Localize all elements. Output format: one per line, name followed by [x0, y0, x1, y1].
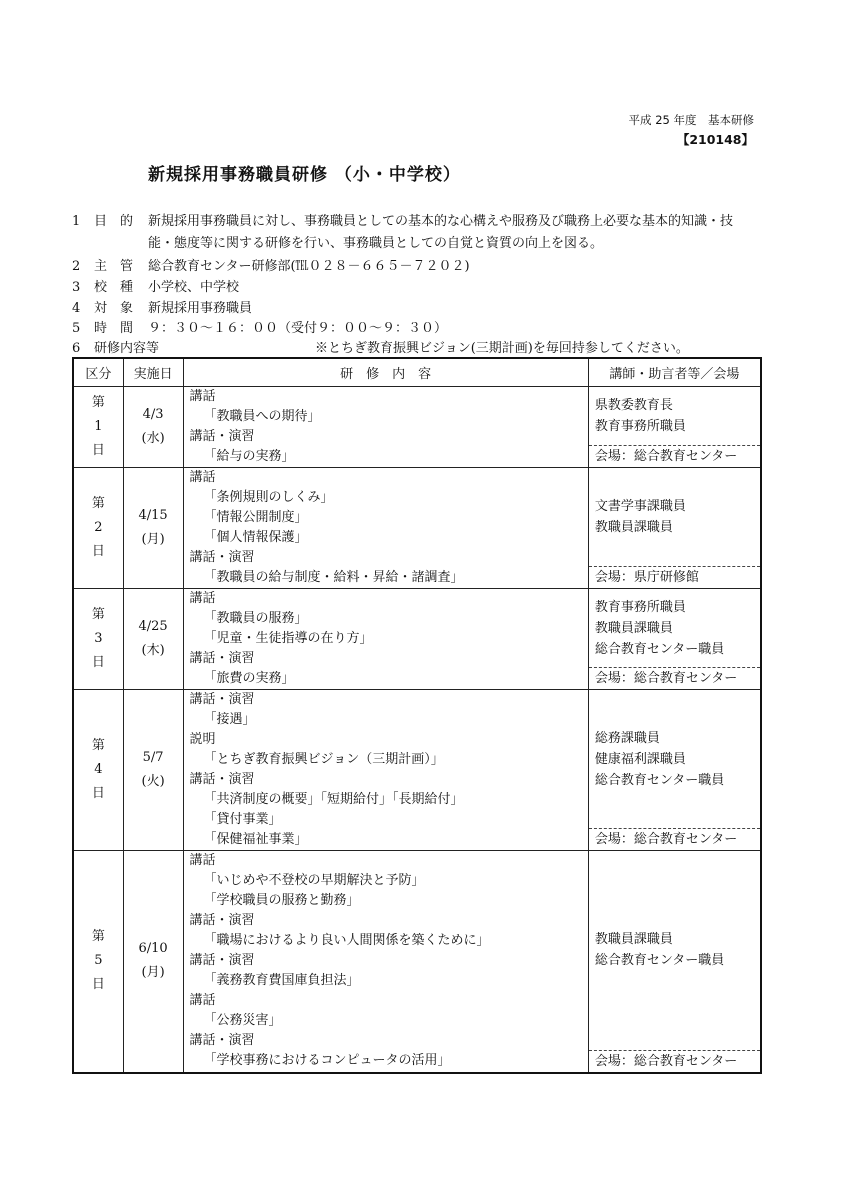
page-title: 新規採用事務職員研修 （小・中学校） — [148, 165, 461, 185]
bring-vision-note: ※とちぎ教育振興ビジョン(三期計画)を毎回持参してください。 — [315, 341, 689, 356]
content-topic: 「個人情報保護」 — [203, 530, 308, 545]
content-format: 講話・演習 — [189, 550, 255, 565]
info-text: 新規採用事務職員に対し、事務職員としての基本的な心構えや服務及び職務上必要な基本的知識・技 — [148, 214, 734, 229]
instructor-name: 総合教育センター職員 — [594, 953, 725, 969]
session-date-cell — [123, 589, 183, 690]
instructor-name: 教職員課職員 — [594, 520, 673, 535]
session-day-char: 第 — [91, 395, 105, 410]
content-format: 講話 — [189, 853, 216, 868]
instructor-name: 健康福利課職員 — [594, 751, 686, 767]
content-topic: 「児童・生徒指導の在り方」 — [203, 631, 373, 646]
info-label: 対 象 — [94, 301, 134, 316]
session-instructor-cell — [588, 690, 761, 851]
table-row — [73, 468, 761, 589]
info-time — [72, 319, 447, 339]
info-text: 新規採用事務職員 — [148, 301, 253, 316]
content-format: 説明 — [189, 732, 216, 747]
content-topic: 「教職員への期待」 — [203, 409, 321, 424]
content-topic: 「教職員の給与制度・給料・昇給・諸調査」 — [203, 570, 464, 585]
session-date: 4/25 — [138, 619, 168, 634]
session-day-char: 3 — [94, 631, 103, 646]
schedule-table — [72, 357, 762, 1074]
fiscal-year-label: 平成 25 年度 基本研修 — [628, 113, 754, 127]
content-format: 講話 — [189, 591, 216, 606]
content-topic: 「とちぎ教育振興ビジョン（三期計画）」 — [203, 752, 444, 767]
header-day: 区分 — [73, 358, 123, 387]
session-date: 5/7 — [142, 750, 164, 765]
content-topic: 「接遇」 — [203, 712, 256, 727]
content-topic: 「旅費の実務」 — [203, 671, 295, 686]
info-number: 6 — [72, 341, 81, 356]
content-topic: 「学校職員の服務と勤務」 — [203, 893, 360, 908]
session-content-cell — [183, 468, 588, 589]
session-date-cell — [123, 690, 183, 851]
content-format: 講話・演習 — [189, 651, 255, 666]
venue-label: 会場：総合教育センター — [589, 667, 760, 689]
info-organizer — [72, 257, 470, 277]
session-content-cell — [183, 690, 588, 851]
info-number: 3 — [72, 280, 81, 295]
info-number: 4 — [72, 301, 81, 316]
instructor-name: 文書学事課職員 — [594, 499, 686, 514]
session-day-char: 日 — [91, 655, 105, 670]
table-row — [73, 589, 761, 690]
instructor-name: 総務課職員 — [594, 730, 660, 746]
session-instructor-cell — [588, 468, 761, 589]
session-weekday: (木) — [141, 643, 165, 658]
info-number: 1 — [72, 214, 81, 229]
content-topic: 「条例規則のしくみ」 — [203, 490, 334, 505]
instructor-name: 教育事務所職員 — [594, 599, 686, 615]
info-text: 小学校、中学校 — [148, 280, 240, 295]
info-label: 主 管 — [94, 259, 134, 274]
session-day-char: 日 — [91, 443, 105, 458]
content-topic: 「貸付事業」 — [203, 812, 282, 827]
session-day-char: 第 — [91, 607, 105, 622]
session-date: 4/15 — [138, 508, 168, 523]
instructor-name: 総合教育センター職員 — [594, 772, 725, 788]
session-weekday: (月) — [141, 532, 165, 547]
session-day-char: 4 — [94, 762, 103, 777]
session-date-cell — [123, 387, 183, 468]
content-format: 講話 — [189, 470, 216, 485]
instructor-name: 教育事務所職員 — [594, 419, 686, 434]
content-topic: 「義務教育費国庫負担法」 — [203, 973, 360, 988]
venue-label: 会場：総合教育センター — [589, 445, 760, 467]
content-format: 講話・演習 — [189, 429, 255, 444]
info-text: ９：３０～１６：００（受付９：００～９：３０） — [148, 321, 448, 336]
content-format: 講話・演習 — [189, 1033, 255, 1048]
session-instructor-cell — [588, 589, 761, 690]
info-purpose — [72, 212, 733, 232]
content-topic: 「給与の実務」 — [203, 449, 295, 464]
info-content-heading — [72, 339, 159, 359]
table-header-row — [73, 358, 761, 387]
info-label: 校 種 — [94, 280, 134, 295]
session-content-cell — [183, 387, 588, 468]
content-topic: 「保健福祉事業」 — [203, 832, 308, 847]
session-day-char: 日 — [91, 544, 105, 559]
session-day-cell — [73, 589, 123, 690]
session-weekday: (月) — [141, 965, 165, 981]
table-row — [73, 851, 761, 1073]
session-day-cell — [73, 851, 123, 1073]
content-format: 講話・演習 — [189, 772, 255, 787]
content-format: 講話 — [189, 389, 216, 404]
content-topic: 「共済制度の概要」「短期給付」「長期給付」 — [203, 792, 464, 807]
session-date: 4/3 — [142, 407, 164, 422]
info-label: 研修内容等 — [94, 341, 160, 356]
session-date-cell — [123, 851, 183, 1073]
content-format: 講話・演習 — [189, 913, 255, 928]
venue-label: 会場：総合教育センター — [589, 1050, 760, 1072]
content-topic: 「職場におけるより良い人間関係を築くために」 — [203, 933, 490, 948]
session-day-char: 2 — [94, 520, 103, 535]
session-instructor-cell — [588, 387, 761, 468]
session-date: 6/10 — [138, 941, 168, 957]
info-label: 目 的 — [94, 214, 134, 229]
session-day-char: 1 — [94, 419, 103, 434]
instructor-name: 教職員課職員 — [594, 620, 673, 636]
table-row — [73, 387, 761, 468]
content-topic: 「教職員の服務」 — [203, 611, 308, 626]
session-date-cell — [123, 468, 183, 589]
header-date: 実施日 — [123, 358, 183, 387]
content-format: 講話 — [189, 993, 216, 1008]
session-day-char: 5 — [94, 953, 103, 969]
instructor-name: 県教委教育長 — [594, 398, 673, 413]
session-instructor-cell — [588, 851, 761, 1073]
content-format: 講話・演習 — [189, 692, 255, 707]
content-topic: 「いじめや不登校の早期解決と予防」 — [203, 873, 425, 888]
venue-label: 会場：県庁研修館 — [589, 566, 760, 588]
session-day-char: 日 — [91, 786, 105, 801]
info-number: 2 — [72, 259, 81, 274]
table-row — [73, 690, 761, 851]
info-number: 5 — [72, 321, 81, 336]
instructor-name: 総合教育センター職員 — [594, 641, 725, 657]
session-weekday: (火) — [141, 774, 165, 789]
venue-label: 会場：総合教育センター — [589, 828, 760, 850]
info-text: 総合教育センター研修部(℡０２８－６６５－７２０２) — [148, 259, 470, 274]
info-school-type — [72, 278, 239, 298]
course-code: 【210148】 — [676, 132, 754, 147]
header-instructors: 講師・助言者等／会場 — [588, 358, 761, 387]
info-purpose-cont: 能・態度等に関する研修を行い、事務職員としての自覚と資質の向上を図る。 — [148, 236, 604, 251]
header-content: 研 修 内 容 — [183, 358, 588, 387]
content-topic: 「情報公開制度」 — [203, 510, 308, 525]
content-format: 講話・演習 — [189, 953, 255, 968]
session-day-char: 第 — [91, 929, 105, 945]
content-topic: 「公務災害」 — [203, 1013, 282, 1028]
session-content-cell — [183, 589, 588, 690]
session-weekday: (水) — [141, 431, 165, 446]
session-content-cell — [183, 851, 588, 1073]
info-label: 時 間 — [94, 321, 134, 336]
content-topic: 「学校事務におけるコンピュータの活用」 — [203, 1053, 451, 1068]
session-day-cell — [73, 690, 123, 851]
session-day-char: 第 — [91, 738, 105, 753]
session-day-char: 日 — [91, 977, 105, 993]
session-day-cell — [73, 468, 123, 589]
session-day-char: 第 — [91, 496, 105, 511]
info-target — [72, 299, 252, 319]
instructor-name: 教職員課職員 — [594, 932, 673, 948]
session-day-cell — [73, 387, 123, 468]
